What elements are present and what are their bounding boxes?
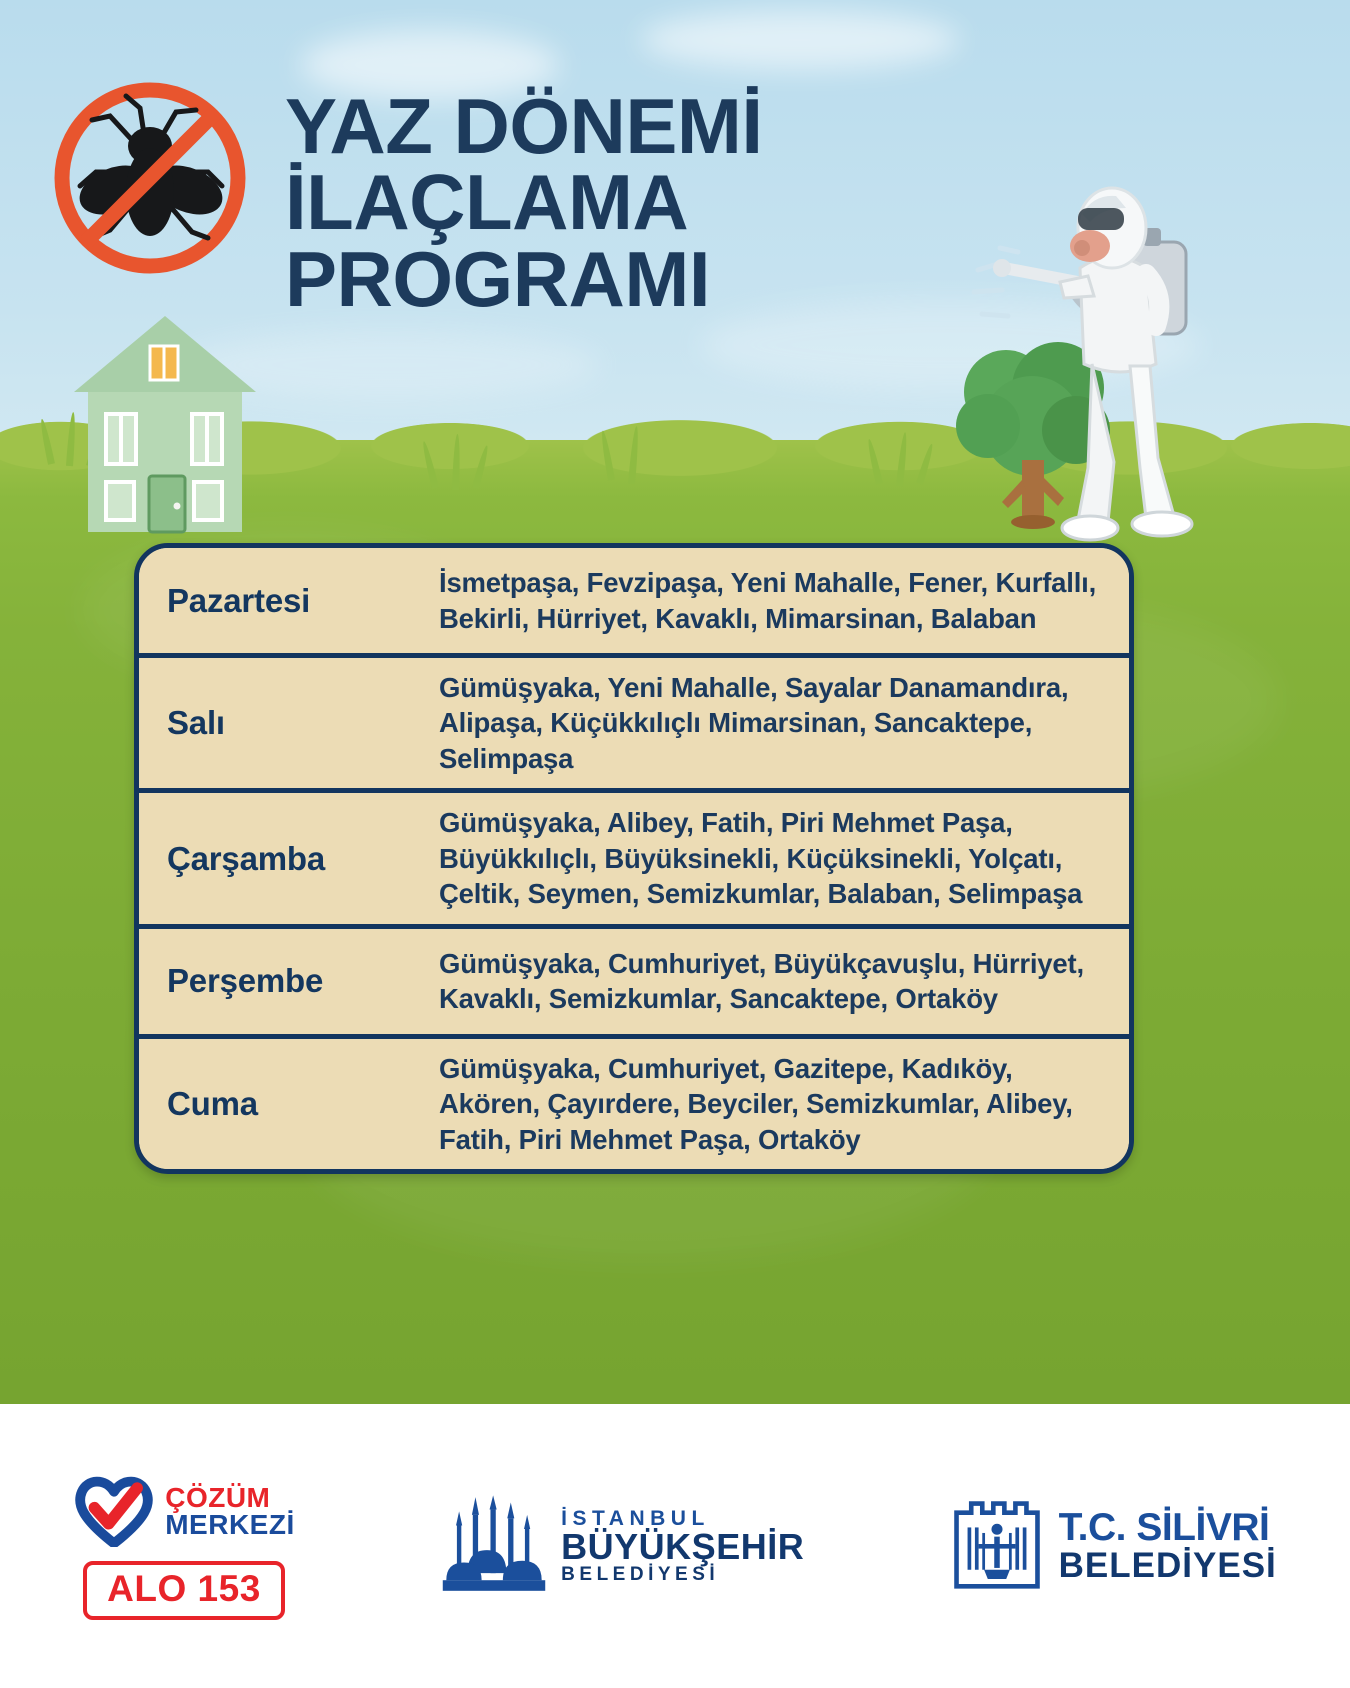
ibb-line-2: BÜYÜKŞEHİR bbox=[561, 1526, 805, 1567]
table-row bbox=[139, 929, 1129, 1039]
table-row bbox=[139, 793, 1129, 928]
footer-logo-bar bbox=[0, 1404, 1350, 1688]
title-line-1: YAZ DÖNEMİ bbox=[285, 82, 763, 170]
title-line-3: PROGRAMI bbox=[285, 234, 710, 323]
cozum-merkezi-logo bbox=[73, 1472, 295, 1620]
day-label-cuma: Cuma bbox=[167, 1085, 258, 1123]
hotline-badge: ALO 153 bbox=[83, 1561, 285, 1620]
silivri-belediyesi-logo bbox=[951, 1496, 1277, 1597]
ibb-line-1: İSTANBUL bbox=[561, 1507, 710, 1530]
castle-crest-icon bbox=[951, 1496, 1043, 1597]
no-insect-icon bbox=[40, 68, 260, 288]
day-label-sali: Salı bbox=[167, 704, 225, 742]
merkezi-word: MERKEZİ bbox=[165, 1509, 295, 1540]
mosque-icon bbox=[441, 1495, 547, 1598]
day-label-pazartesi: Pazartesi bbox=[167, 581, 311, 619]
table-row bbox=[139, 658, 1129, 793]
areas-list-cuma: Gümüşyaka, Cumhuriyet, Gazitepe, Kadıköy, Akören, Çayırdere, Beyciler, Semizkumlar, Alibey, Fatih, Piri Mehmet Paşa, Ortaköy bbox=[439, 1052, 1073, 1155]
areas-list-pazartesi: İsmetpaşa, Fevzipaşa, Yeni Mahalle, Fener, Kurfallı, Bekirli, Hürriyet, Kavaklı, Mimarsinan, Balaban bbox=[439, 567, 1097, 634]
areas-list-persembe: Gümüşyaka, Cumhuriyet, Büyükçavuşlu, Hürriyet, Kavaklı, Semizkumlar, Sancaktepe, Ortaköy bbox=[439, 947, 1084, 1015]
table-row bbox=[139, 548, 1129, 658]
table-row bbox=[139, 1039, 1129, 1169]
areas-list-sali: Gümüşyaka, Yeni Mahalle, Sayalar Danamandıra, Alipaşa, Küçükkılıçlı Mimarsinan, Sancaktepe, Selimpaşa bbox=[439, 672, 1069, 774]
heart-check-icon bbox=[73, 1472, 155, 1552]
silivri-line-1: T.C. SİLİVRİ bbox=[1058, 1506, 1270, 1550]
areas-list-carsamba: Gümüşyaka, Alibey, Fatih, Piri Mehmet Paşa, Büyükkılıçlı, Büyüksinekli, Küçüksinekli, Yolçatı, Çeltik, Seymen, Semizkumlar, Balaban, Selimpaşa bbox=[439, 807, 1083, 910]
title-line-2: İLAÇLAMA bbox=[285, 158, 689, 247]
ibb-line-3: BELEDİYESİ bbox=[561, 1564, 720, 1585]
silivri-line-2: BELEDİYESİ bbox=[1058, 1546, 1277, 1586]
ibb-logo bbox=[441, 1495, 804, 1598]
page-title bbox=[285, 82, 985, 323]
day-label-carsamba: Çarşamba bbox=[167, 839, 325, 877]
house-icon bbox=[70, 310, 260, 535]
day-label-persembe: Perşembe bbox=[167, 962, 324, 1000]
cloud-decoration bbox=[640, 10, 960, 70]
pest-control-worker-icon bbox=[960, 150, 1250, 550]
schedule-table bbox=[134, 543, 1134, 1174]
cozum-word: ÇÖZÜM bbox=[165, 1482, 271, 1514]
